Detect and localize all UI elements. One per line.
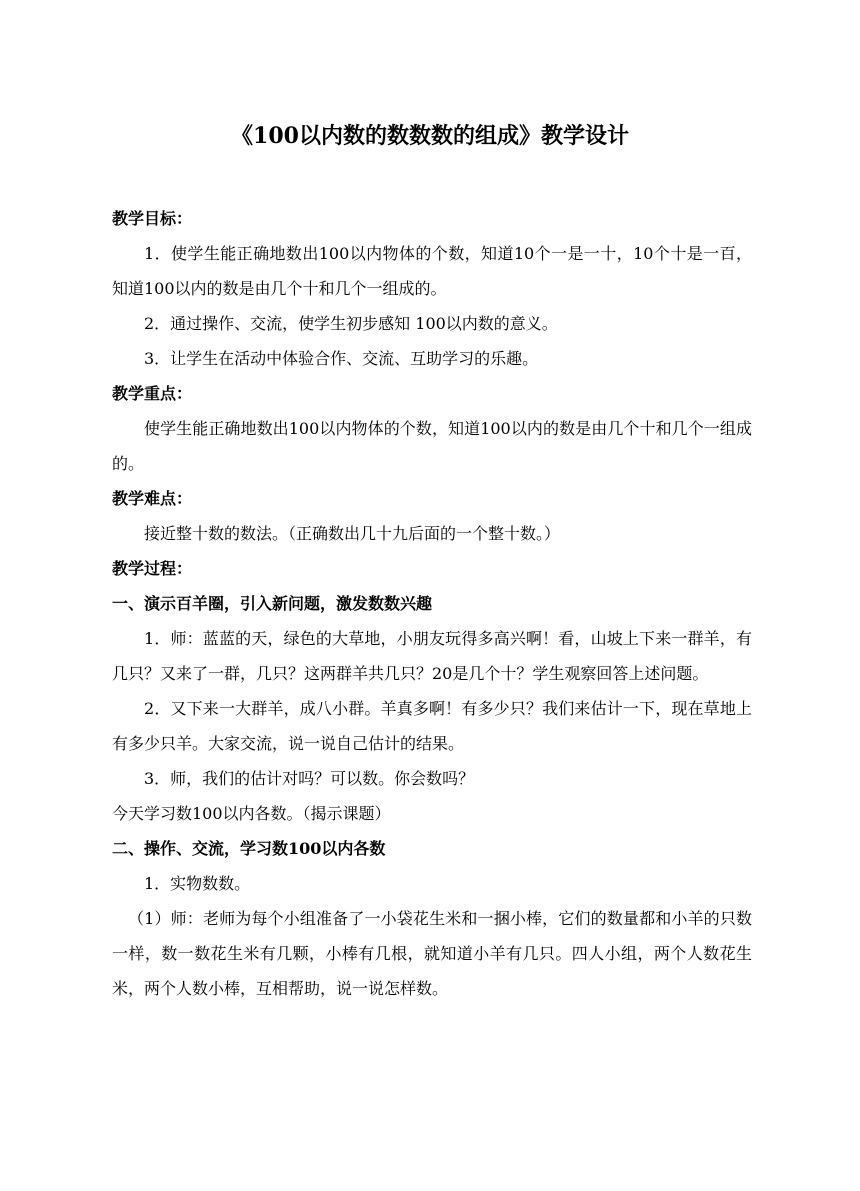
section-heading-process: 教学过程： xyxy=(112,559,193,578)
process-step-1: 1．师：蓝蓝的天，绿色的大草地，小朋友玩得多高兴啊！看，山坡上下来一群羊，有几只？又来了一群，几只？这两群羊共几只？20是几个十？学生观察回答上述问题。 xyxy=(112,629,752,683)
process-part-2-substep-1: （1）师：老师为每个小组准备了一小袋花生米和一捆小棒，它们的数量都和小羊的只数一样，数一数花生米有几颗，小棒有几根，就知道小羊有几只。四人小组，两个人数花生米，两个人数小棒，互相帮助，说一说怎样数。 xyxy=(112,909,752,998)
objective-2: 2．通过操作、交流，使学生初步感知 100以内数的意义。 xyxy=(144,314,558,333)
document-title: 《100以内数的数数数的组成》教学设计 xyxy=(231,123,629,149)
objective-3: 3．让学生在活动中体验合作、交流、互助学习的乐趣。 xyxy=(144,349,539,368)
document-body xyxy=(112,201,752,1006)
key-point-text: 使学生能正确地数出100以内物体的个数，知道100以内的数是由几个十和几个一组成的。 xyxy=(112,419,752,473)
section-heading-objectives: 教学目标： xyxy=(112,209,193,228)
section-heading-difficulties: 教学难点： xyxy=(112,489,193,508)
difficulty-text: 接近整十数的数法。（正确数出几十九后面的一个整十数。） xyxy=(144,524,561,543)
objective-1: 1．使学生能正确地数出100以内物体的个数，知道10个一是一十，10个十是一百，知道100以内的数是由几个十和几个一组成的。 xyxy=(112,244,752,298)
section-heading-key-points: 教学重点： xyxy=(112,384,193,403)
process-part-2-heading: 二、操作、交流，学习数100以内各数 xyxy=(112,839,386,858)
process-part-2-step-1: 1．实物数数。 xyxy=(144,874,251,893)
process-part-1-heading: 一、演示百羊圈，引入新问题，激发数数兴趣 xyxy=(112,594,433,613)
process-step-2: 2．又下来一大群羊，成八小群。羊真多啊！有多少只？我们来估计一下，现在草地上有多少只羊。大家交流，说一说自己估计的结果。 xyxy=(112,699,752,753)
process-step-3: 3．师，我们的估计对吗？可以数。你会数吗？ xyxy=(144,769,475,788)
lesson-topic-reveal: 今天学习数100以内各数。（揭示课题） xyxy=(112,804,391,823)
